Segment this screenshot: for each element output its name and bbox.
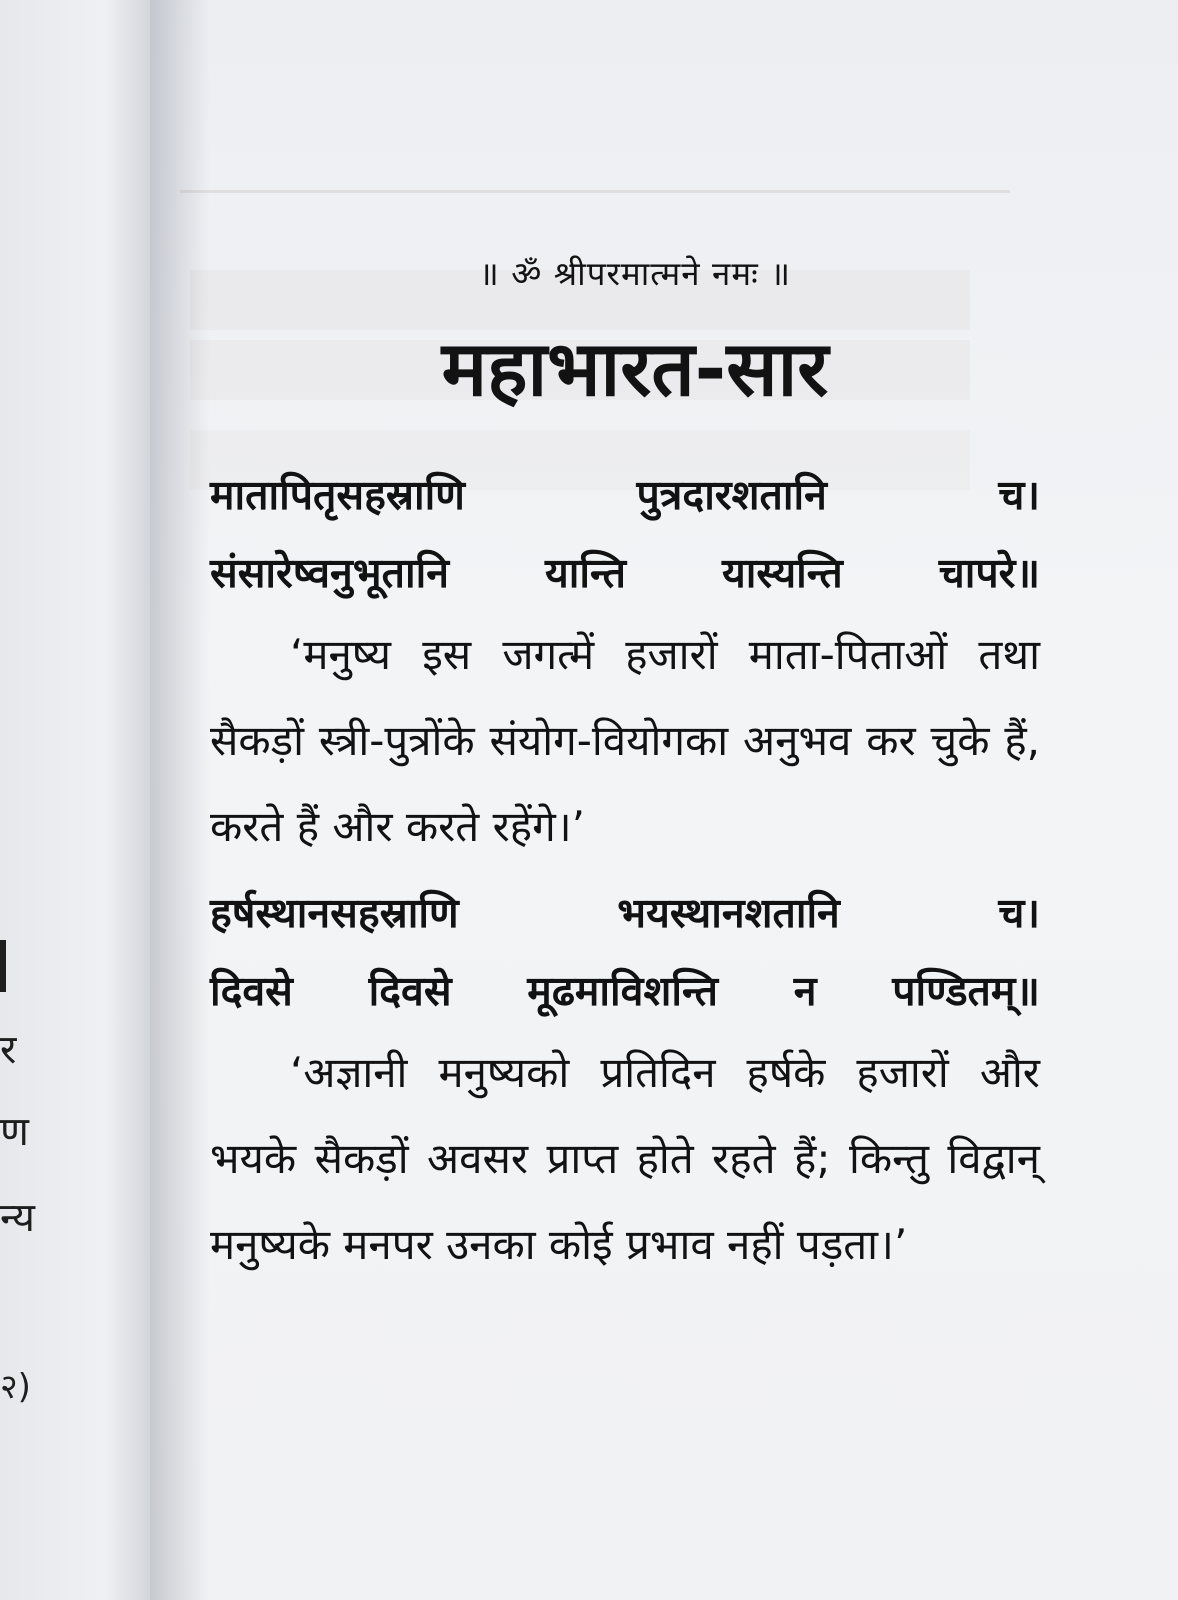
previous-page-edge	[0, 0, 150, 1600]
sanskrit-verse-1	[210, 456, 1040, 612]
book-page	[150, 0, 1178, 1600]
page-title: महाभारत-सार	[441, 324, 829, 413]
left-fragment-3: न्य	[0, 1195, 35, 1241]
left-fragment-2: ण	[0, 1109, 29, 1155]
invocation-line: ॥ ॐ श्रीपरमात्मने नमः ॥	[478, 254, 792, 293]
left-fragment-1: र	[0, 1027, 17, 1073]
show-through-header-rule	[180, 110, 1010, 193]
left-fragment-bar	[0, 940, 6, 992]
translation-2: ‘अज्ञानी मनुष्यको प्रतिदिन हर्षके हजारों और भयके सैकड़ों अवसर प्राप्त होते रहते हैं; किन्तु विद्वान् मनुष्यके मनपर उनका कोई प्रभाव नहीं पड़ता।’	[210, 1048, 1040, 1270]
verse-1-line-2: संसारेष्वनुभूतानि यान्ति यास्यन्ति चापरे॥	[210, 549, 1040, 598]
translation-1: ‘मनुष्य इस जगत्में हजारों माता-पिताओं तथा सैकड़ों स्त्री-पुत्रोंके संयोग-वियोगका अनुभव कर चुके हैं, करते हैं और करते रहेंगे।’	[210, 630, 1040, 852]
page-content	[210, 250, 1040, 1292]
verse-1-line-1: मातापितृसहस्राणि पुत्रदारशतानि च।	[210, 471, 1040, 520]
sanskrit-verse-2	[210, 874, 1040, 1030]
verse-2-line-1: हर्षस्थानसहस्राणि भयस्थानशतानि च।	[210, 889, 1040, 938]
verse-2-line-2: दिवसे दिवसे मूढमाविशन्ति न पण्डितम्॥	[210, 967, 1040, 1016]
left-fragment-4: २)	[0, 1367, 31, 1407]
